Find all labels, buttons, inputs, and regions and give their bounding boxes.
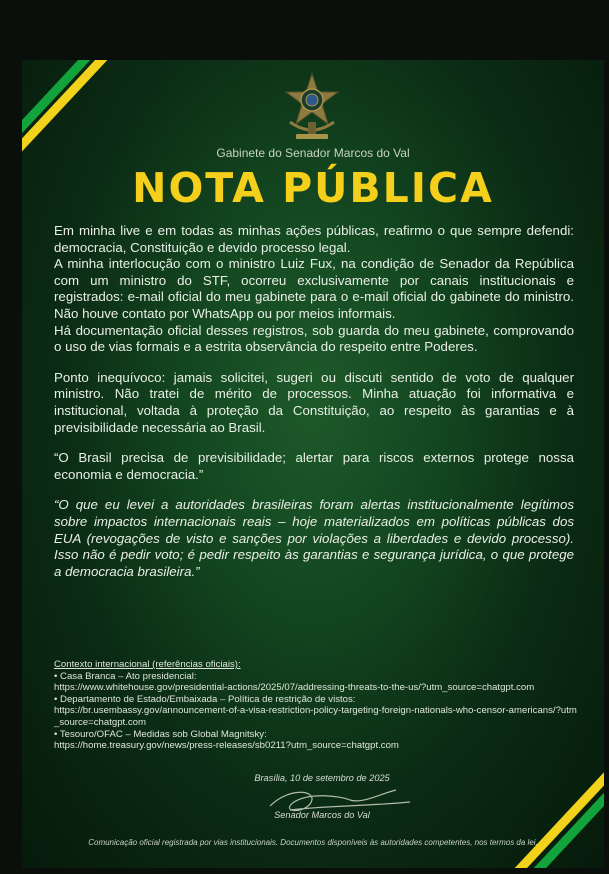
paragraph-2: A minha interlocução com o ministro Luiz Fux, na condição de Senador da República com um ministro do STF, ocorreu exclusivamente por canais institucionais e registrados: e-mail oficial do meu gabinete para o e-mail oficial do gabinete do ministro. Não houve contato por WhatsApp ou por meios informais. bbox=[54, 256, 574, 321]
statement-body bbox=[54, 223, 574, 580]
paragraph-4: Ponto inequívoco: jamais solicitei, sugeri ou discuti sentido de voto de qualquer ministro. Não tratei de mérito de processos. Minha atuação foi informativa e institucional, voltada à proteção da Constituição, ao respeito às garantias e à previsibilidade necessária ao Brasil. bbox=[54, 369, 574, 435]
office-name: Gabinete do Senador Marcos do Val bbox=[216, 146, 410, 160]
quote-1: “O Brasil precisa de previsibilidade; alertar para riscos externos protege nossa economia e democracia.” bbox=[54, 450, 574, 482]
paragraph-3: Há documentação oficial desses registros, sob guarda do meu gabinete, comprovando o uso de vias formais e a estrita observância do respeito entre Poderes. bbox=[54, 322, 574, 355]
quote-2: “O que eu levei a autoridades brasileiras foram alertas institucionalmente legítimos sobre impactos internacionais reais – hoje materializados em políticas públicas dos EUA (revogações de visto e sanções por violações a liberdades e devido processo). Isso não é pedir voto; é pedir respeito às garantias e segurança jurídica, o que protege a democracia brasileira.” bbox=[54, 497, 574, 579]
reference-label: • Tesouro/OFAC – Medidas sob Global Magnitsky: bbox=[54, 728, 267, 740]
page-title: NOTA PÚBLICA bbox=[132, 164, 494, 212]
reference-link[interactable]: https://home.treasury.gov/news/press-releases/sb0211?utm_source=chatgpt.com bbox=[54, 740, 399, 752]
public-note-card bbox=[22, 60, 604, 868]
signer-name: Senador Marcos do Val bbox=[274, 810, 370, 820]
references-section bbox=[54, 659, 578, 752]
reference-link[interactable]: https://www.whitehouse.gov/presidential-actions/2025/07/addressing-threats-to-the-us/?utm_source=chatgpt.com bbox=[54, 682, 535, 694]
place-date: Brasília, 10 de setembro de 2025 bbox=[254, 773, 390, 783]
footer-note: Comunicação oficial registrada por vias institucionais. Documentos disponíveis às autoridades competentes, nos termos da lei. bbox=[88, 838, 538, 847]
references-heading: Contexto internacional (referências oficiais): bbox=[54, 659, 241, 670]
coat-of-arms-icon bbox=[282, 72, 342, 144]
reference-link[interactable]: https://br.usembassy.gov/announcement-of-a-visa-restriction-policy-targeting-foreign-nationals-who-censor-americans/?utm_source=chatgpt.com bbox=[54, 705, 577, 728]
reference-label: • Departamento de Estado/Embaixada – Política de restrição de vistos: bbox=[54, 693, 356, 705]
reference-label: • Casa Branca – Ato presidencial: bbox=[54, 670, 197, 682]
paragraph-1: Em minha live e em todas as minhas ações públicas, reafirmo o que sempre defendi: democracia, Constituição e devido processo legal. bbox=[54, 223, 574, 255]
